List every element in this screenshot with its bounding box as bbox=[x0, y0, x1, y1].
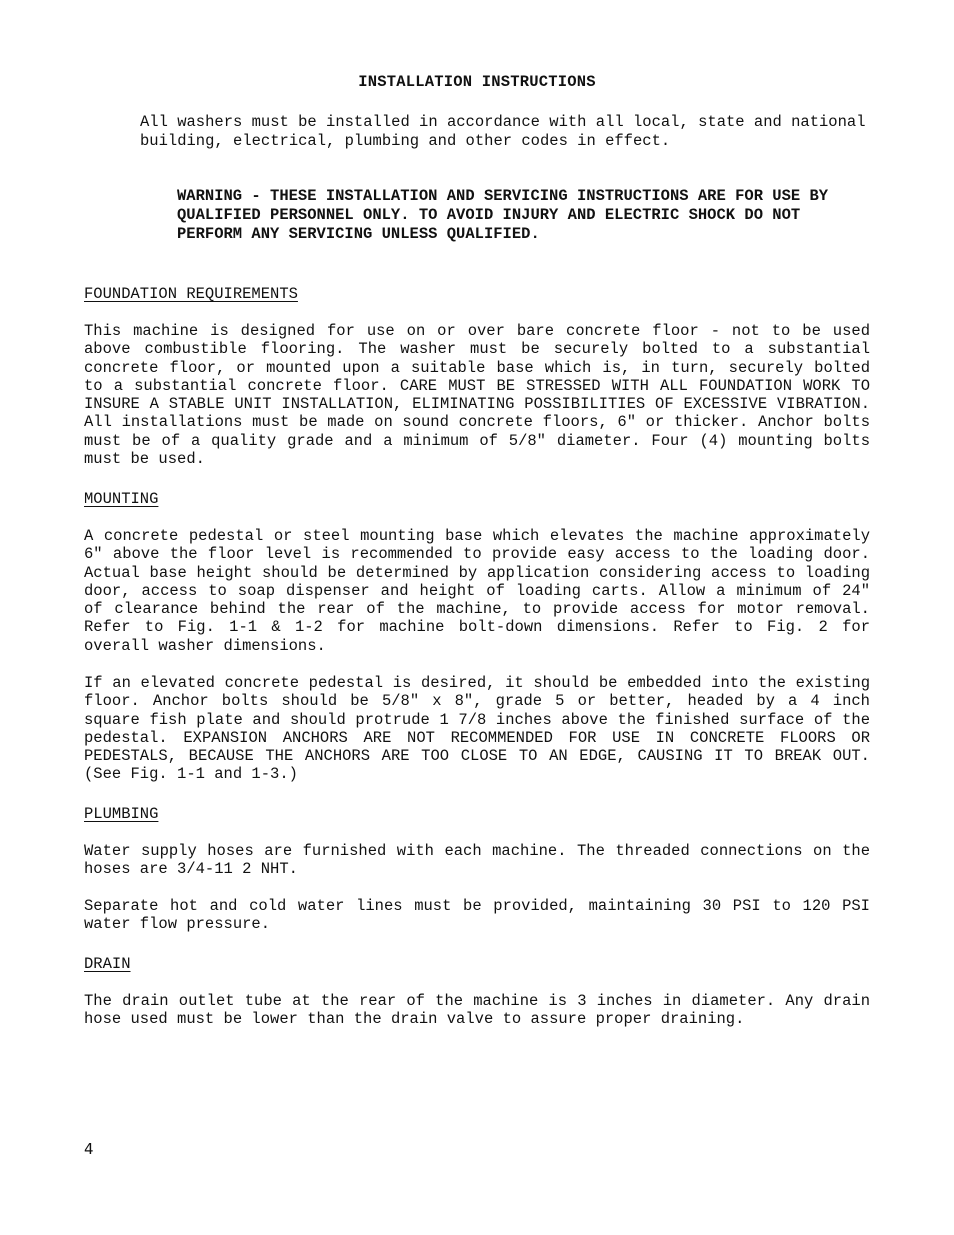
plumbing-heading: PLUMBING bbox=[84, 805, 159, 823]
plumbing-paragraph-1: Water supply hoses are furnished with each machine. The threaded connections on the hoses are 3/4-11 2 NHT. bbox=[84, 842, 870, 879]
mounting-paragraph-2: If an elevated concrete pedestal is desired, it should be embedded into the existing floor. Anchor bolts should be 5/8" x 8", grade 5 or better, headed by a 4 inch square fish plate and should protrude 1 7/8 inches above the finished surface of the pedestal. EXPANSION ANCHORS ARE NOT RECOMMENDED FOR USE IN CONCRETE FLOORS OR PEDESTALS, BECAUSE THE ANCHORS ARE TOO CLOSE TO AN EDGE, CAUSING IT TO BREAK OUT. (See Fig. 1-1 and 1-3.) bbox=[84, 674, 870, 784]
warning-notice: WARNING - THESE INSTALLATION AND SERVICING INSTRUCTIONS ARE FOR USE BY QUALIFIED PERSONNEL ONLY. TO AVOID INJURY AND ELECTRIC SHOCK DO NOT PERFORM ANY SERVICING UNLESS QUALIFIED. bbox=[177, 187, 829, 243]
intro-paragraph: All washers must be installed in accordance with all local, state and national building, electrical, plumbing and other codes in effect. bbox=[140, 113, 866, 150]
mounting-heading: MOUNTING bbox=[84, 490, 159, 508]
foundation-heading: FOUNDATION REQUIREMENTS bbox=[84, 285, 298, 303]
mounting-paragraph-1: A concrete pedestal or steel mounting base which elevates the machine approximately 6" above the floor level is recommended to provide easy access to the loading door. Actual base height should be determined by application considering access to loading door, access to soap dispenser and height of loading carts. Allow a minimum of 24" of clearance behind the rear of the machine, to provide access for motor removal. Refer to Fig. 1-1 & 1-2 for machine bolt-down dimensions. Refer to Fig. 2 for overall washer dimensions. bbox=[84, 527, 870, 655]
drain-heading: DRAIN bbox=[84, 955, 131, 973]
page-title: INSTALLATION INSTRUCTIONS bbox=[358, 73, 596, 91]
drain-paragraph: The drain outlet tube at the rear of the machine is 3 inches in diameter. Any drain hose used must be lower than the drain valve to assure proper draining. bbox=[84, 992, 870, 1029]
foundation-paragraph: This machine is designed for use on or over bare concrete floor - not to be used above combustible flooring. The washer must be securely bolted to a substantial concrete floor, or mounted upon a suitable base which is, in turn, securely bolted to a substantial concrete floor. CARE MUST BE STRESSED WITH ALL FOUNDATION WORK TO INSURE A STABLE UNIT INSTALLATION, ELIMINATING POSSIBILITIES OF EXCESSIVE VIBRATION. All installations must be made on sound concrete floors, 6" or thicker. Anchor bolts must be of a quality grade and a minimum of 5/8" diameter. Four (4) mounting bolts must be used. bbox=[84, 322, 870, 469]
plumbing-paragraph-2: Separate hot and cold water lines must be provided, maintaining 30 PSI to 120 PSI water flow pressure. bbox=[84, 897, 870, 934]
page-number: 4 bbox=[84, 1140, 94, 1158]
